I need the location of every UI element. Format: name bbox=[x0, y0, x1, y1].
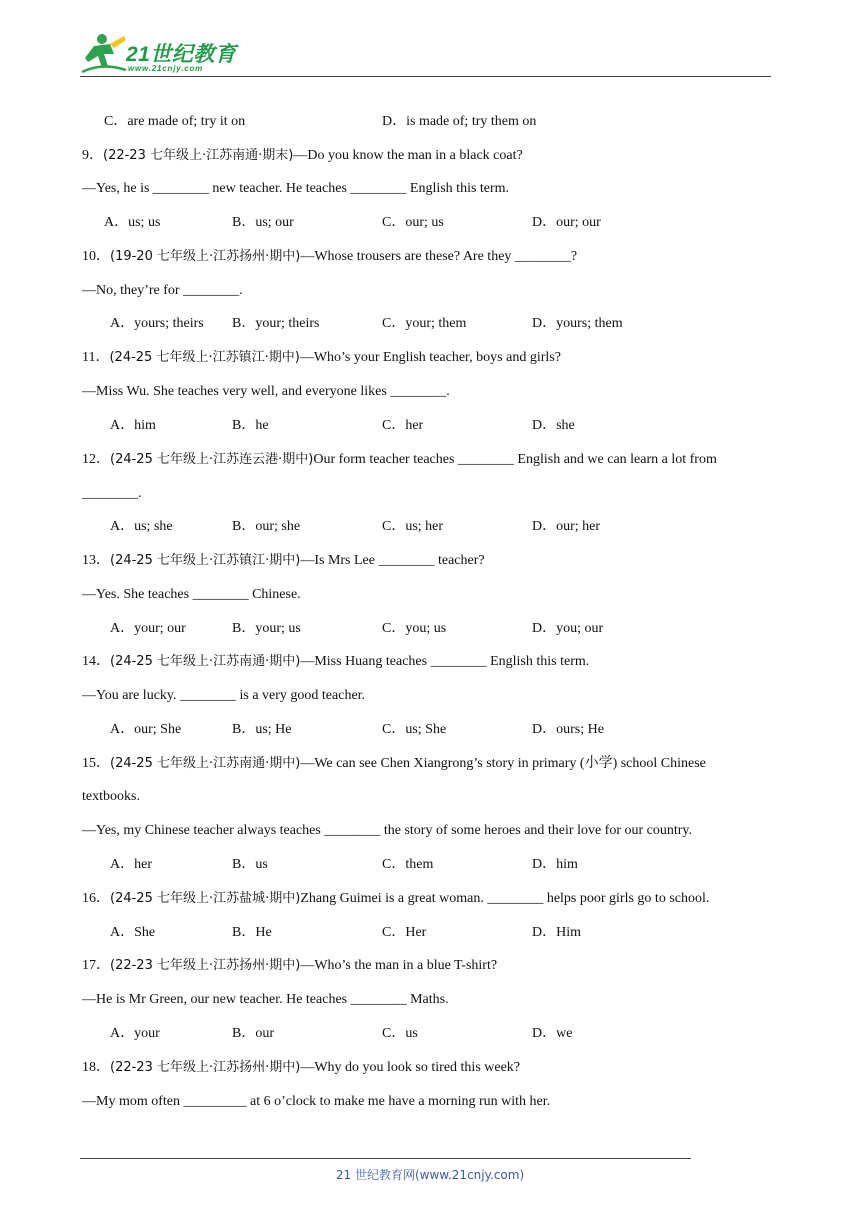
q15-option-b: B．us bbox=[232, 857, 268, 872]
q13-number: 13． bbox=[82, 553, 110, 568]
q10-option-a: A．yours; theirs bbox=[110, 316, 204, 331]
q13-option-d: D．you; our bbox=[532, 621, 604, 636]
q18-source-tag: (22-23 七年级上·江苏扬州·期中) bbox=[110, 1060, 301, 1075]
q12-option-c: C．us; her bbox=[382, 519, 444, 534]
q10-option-d: D．yours; them bbox=[532, 316, 623, 331]
q10-option-c: C．your; them bbox=[382, 316, 467, 331]
q12-source-tag: (24-25 七年级上·江苏连云港·期中) bbox=[110, 452, 314, 467]
q11-source-tag: (24-25 七年级上·江苏镇江·期中) bbox=[109, 350, 300, 365]
q10-stem-line1 bbox=[82, 247, 577, 267]
q18-stem-line1 bbox=[82, 1058, 520, 1078]
q9-option-c: C．our; us bbox=[382, 215, 444, 230]
q17-stem-line2: —He is Mr Green, our new teacher. He teaches ________ Maths. bbox=[82, 992, 449, 1007]
footer-site-link[interactable]: 21 世纪教育网(www.21cnjy.com) bbox=[335, 1168, 525, 1182]
q15-stem-line1b: textbooks. bbox=[82, 789, 140, 804]
q11-stem-line1 bbox=[82, 348, 561, 368]
q12-stem-line1 bbox=[82, 450, 717, 470]
q17-source-tag: (22-23 七年级上·江苏扬州·期中) bbox=[110, 958, 301, 973]
q16-option-c: C．Her bbox=[382, 925, 427, 940]
q10-number: 10． bbox=[82, 249, 110, 264]
q17-number: 17． bbox=[82, 958, 110, 973]
q9-option-a: A．us; us bbox=[104, 215, 161, 230]
q14-option-b: B．us; He bbox=[232, 722, 292, 737]
q15-option-c: C．them bbox=[382, 857, 434, 872]
q14-source-tag: (24-25 七年级上·江苏南通·期中) bbox=[110, 654, 301, 669]
q14-option-c: C．us; She bbox=[382, 722, 447, 737]
q9-option-d: D．our; our bbox=[532, 215, 601, 230]
q13-stem-line1 bbox=[82, 551, 485, 571]
q12-option-b: B．our; she bbox=[232, 519, 301, 534]
q18-stem-line2: —My mom often _________ at 6 o’clock to make me have a morning run with her. bbox=[82, 1094, 551, 1109]
q16-option-d: D．Him bbox=[532, 925, 581, 940]
q17-option-c: C．us bbox=[382, 1026, 418, 1041]
q11-option-a: A．him bbox=[110, 418, 156, 433]
q16-number: 16． bbox=[82, 891, 110, 906]
q11-text: —Who’s your English teacher, boys and girls? bbox=[299, 350, 561, 365]
q12-option-d: D．our; her bbox=[532, 519, 601, 534]
q15-number: 15． bbox=[82, 756, 110, 771]
q16-option-b: B．He bbox=[232, 925, 272, 940]
q16-text: Zhang Guimei is a great woman. ________ helps poor girls go to school. bbox=[300, 891, 710, 906]
q10-source-tag: (19-20 七年级上·江苏扬州·期中) bbox=[110, 249, 301, 264]
q11-number: 11． bbox=[82, 350, 110, 365]
q8-option-c: C．are made of; try it on bbox=[104, 114, 246, 129]
q14-stem-line2: —You are lucky. ________ is a very good teacher. bbox=[82, 688, 366, 703]
runner-logo-icon bbox=[80, 32, 128, 76]
q9-number: 9． bbox=[82, 148, 103, 163]
q16-option-a: A．She bbox=[110, 925, 156, 940]
footer-divider bbox=[80, 1158, 691, 1159]
q9-stem-line1 bbox=[82, 146, 523, 166]
logo-url: www.21cnjy.com bbox=[128, 64, 204, 73]
page-header bbox=[0, 0, 860, 80]
logo-text: 21世纪教育 bbox=[126, 43, 237, 66]
q14-number: 14． bbox=[82, 654, 110, 669]
q12-number: 12． bbox=[82, 452, 110, 467]
q14-text: —Miss Huang teaches ________ English this term. bbox=[300, 654, 590, 669]
q14-option-a: A．our; She bbox=[110, 722, 182, 737]
q13-source-tag: (24-25 七年级上·江苏镇江·期中) bbox=[110, 553, 301, 568]
q17-stem-line1 bbox=[82, 956, 497, 976]
q12-stem-line2: ________. bbox=[82, 486, 142, 501]
q15-stem-line2: —Yes, my Chinese teacher always teaches ________ the story of some heroes and their love for our country. bbox=[82, 823, 693, 838]
q10-stem-line2: —No, they’re for ________. bbox=[82, 283, 243, 298]
q15-stem-line1 bbox=[82, 754, 706, 774]
q18-text: —Why do you look so tired this week? bbox=[300, 1060, 521, 1075]
q15-text: —We can see Chen Xiangrong’s story in primary (小学) school Chinese bbox=[300, 756, 706, 771]
q12-text: Our form teacher teaches ________ English and we can learn a lot from bbox=[313, 452, 717, 467]
q9-option-b: B．us; our bbox=[232, 215, 294, 230]
q9-stem-line2: —Yes, he is ________ new teacher. He teaches ________ English this term. bbox=[82, 181, 510, 196]
q17-option-d: D．we bbox=[532, 1026, 573, 1041]
q11-option-c: C．her bbox=[382, 418, 424, 433]
q15-option-d: D．him bbox=[532, 857, 578, 872]
q16-stem-line1 bbox=[82, 889, 709, 909]
q14-option-d: D．ours; He bbox=[532, 722, 604, 737]
q11-option-d: D．she bbox=[532, 418, 575, 433]
q11-option-b: B．he bbox=[232, 418, 269, 433]
q13-option-c: C．you; us bbox=[382, 621, 447, 636]
q14-stem-line1 bbox=[82, 652, 589, 672]
q8-option-d: D．is made of; try them on bbox=[382, 114, 537, 129]
q17-option-a: A．your bbox=[110, 1026, 160, 1041]
q13-stem-line2: —Yes. She teaches ________ Chinese. bbox=[82, 587, 301, 602]
q15-option-a: A．her bbox=[110, 857, 152, 872]
site-logo bbox=[80, 32, 250, 76]
q13-option-a: A．your; our bbox=[110, 621, 186, 636]
q10-option-b: B．your; theirs bbox=[232, 316, 320, 331]
q17-option-b: B．our bbox=[232, 1026, 274, 1041]
q18-number: 18． bbox=[82, 1060, 110, 1075]
q10-text: —Whose trousers are these? Are they ________? bbox=[300, 249, 578, 264]
q13-text: —Is Mrs Lee ________ teacher? bbox=[300, 553, 485, 568]
q9-text: —Do you know the man in a black coat? bbox=[293, 148, 523, 163]
header-divider bbox=[80, 76, 771, 77]
q12-option-a: A．us; she bbox=[110, 519, 173, 534]
q11-stem-line2: —Miss Wu. She teaches very well, and everyone likes ________. bbox=[82, 384, 450, 399]
q17-text: —Who’s the man in a blue T-shirt? bbox=[300, 958, 498, 973]
q16-source-tag: (24-25 七年级上·江苏盐城·期中) bbox=[110, 891, 301, 906]
q13-option-b: B．your; us bbox=[232, 621, 301, 636]
q9-source-tag: (22-23 七年级上·江苏南通·期末) bbox=[103, 148, 294, 163]
q15-source-tag: (24-25 七年级上·江苏南通·期中) bbox=[110, 756, 301, 771]
